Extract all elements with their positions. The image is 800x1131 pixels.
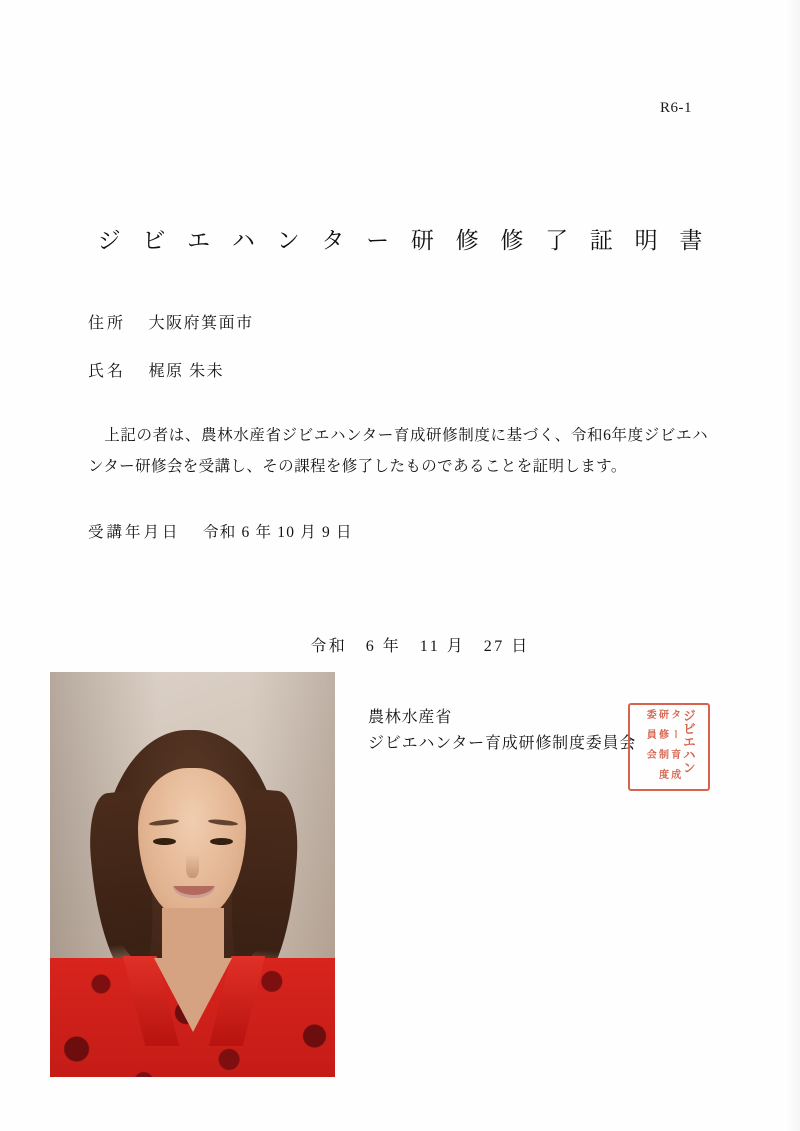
name-field <box>88 358 224 381</box>
date-taken-label: 受講年月日 <box>88 524 181 541</box>
portrait-photo <box>50 672 335 1077</box>
issuer-line-2: ジビエハンター育成研修制度委員会 <box>368 735 637 753</box>
document-code: R6-1 <box>660 100 692 116</box>
name-label: 氏名 <box>88 363 127 380</box>
page-title: ジ ビ エ ハ ン タ ー 研 修 修 了 証 明 書 <box>97 228 711 253</box>
body-text: 上記の者は、農林水産省ジビエハンター育成研修制度に基づく、令和6年度ジビエハンター研修会を受講し、その課程を修了したものであることを証明します。 <box>88 427 708 475</box>
issuer-block <box>368 705 636 758</box>
address-label: 住所 <box>88 315 127 332</box>
official-seal-stamp <box>628 703 710 791</box>
seal-column-3: 研 修 制 度 <box>656 709 668 779</box>
photo-eye-right <box>210 838 233 845</box>
photo-eye-left <box>153 838 176 845</box>
seal-column-2: タ ー 育 成 <box>668 709 680 779</box>
seal-column-4: 委 員 会 <box>644 709 656 759</box>
certificate-body <box>88 420 708 482</box>
address-field <box>88 310 254 333</box>
issuer-line-1: 農林水産省 <box>368 709 453 726</box>
name-value: 梶原 朱未 <box>148 363 225 380</box>
photo-nose <box>186 854 199 878</box>
address-value: 大阪府箕面市 <box>148 315 254 332</box>
date-taken-value: 令和 6 年 10 月 9 日 <box>203 524 353 541</box>
seal-column-1: ジビエハン <box>679 709 695 774</box>
date-taken-field <box>88 520 353 542</box>
issue-date: 令和 6 年 11 月 27 日 <box>310 638 530 655</box>
